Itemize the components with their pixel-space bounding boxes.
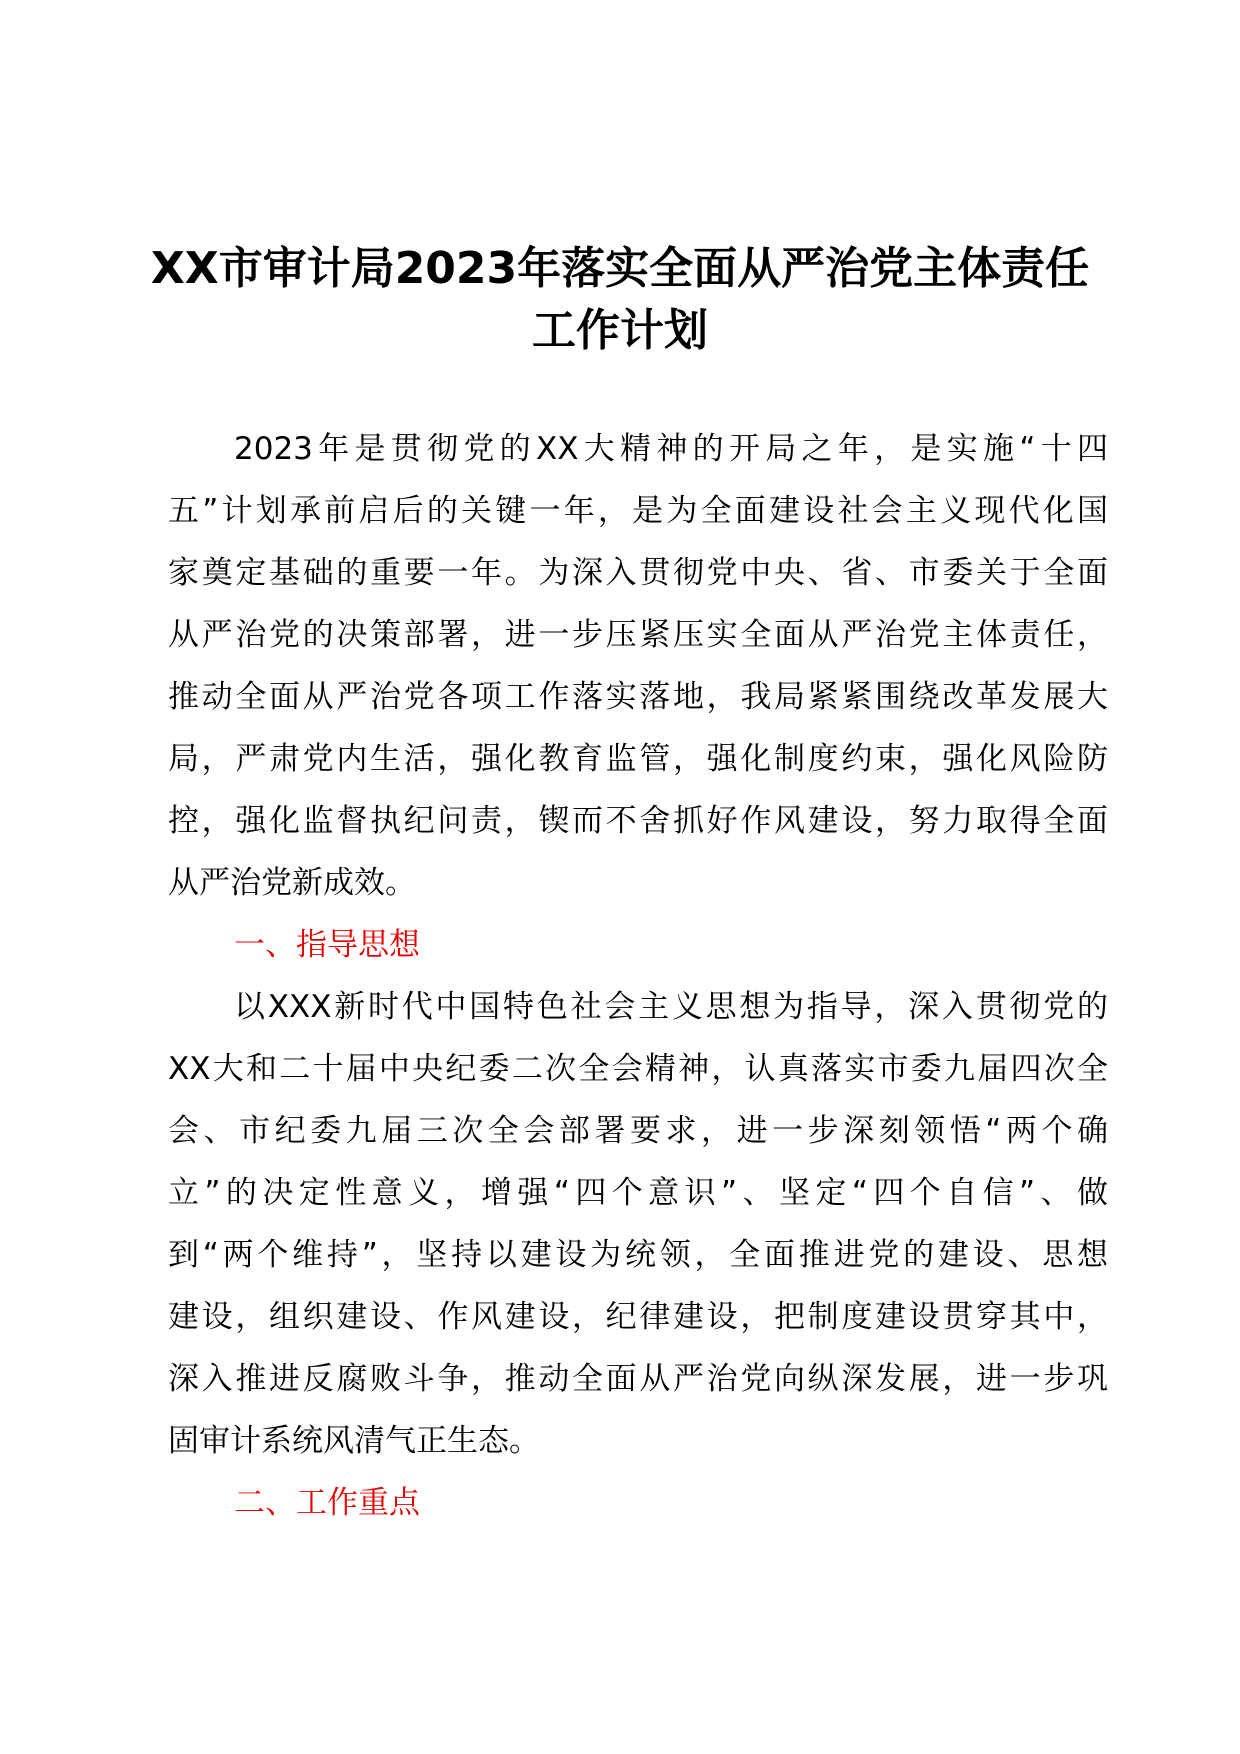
paragraph-line: 局，严肃党内生活，强化教育监管，强化制度约束，强化风险防 [168, 741, 1108, 777]
paragraph-line: 建设，组织建设、作风建设，纪律建设，把制度建设贯穿其中， [168, 1299, 1108, 1335]
paragraph-line: 家奠定基础的重要一年。为深入贯彻党中央、省、市委关于全面 [168, 555, 1108, 591]
paragraph-line: 会、市纪委九届三次全会部署要求，进一步深刻领悟“两个确 [168, 1113, 1108, 1149]
paragraph-line: 推动全面从严治党各项工作落实落地，我局紧紧围绕改革发展大 [168, 679, 1108, 715]
document-title [120, 238, 1120, 362]
paragraph-line: 以XXX新时代中国特色社会主义思想为指导，深入贯彻党的 [234, 989, 1108, 1025]
paragraph-line: 五”计划承前启后的关键一年，是为全面建设社会主义现代化国 [168, 493, 1108, 529]
paragraph-line: 从严治党的决策部署，进一步压紧压实全面从严治党主体责任， [168, 617, 1108, 653]
title-line-2: 工作计划 [532, 305, 708, 356]
intro-paragraph [168, 418, 1108, 914]
paragraph-line: 立”的决定性意义，增强“四个意识”、坚定“四个自信”、做 [168, 1175, 1108, 1211]
paragraph-line: 2023年是贯彻党的XX大精神的开局之年，是实施“十四 [234, 431, 1108, 467]
paragraph-line: XX大和二十届中央纪委二次全会精神，认真落实市委九届四次全 [168, 1051, 1108, 1087]
paragraph-line: 到“两个维持”，坚持以建设为统领，全面推进党的建设、思想 [168, 1237, 1108, 1273]
document-body [168, 418, 1108, 1534]
paragraph-line: 固审计系统风清气正生态。 [168, 1423, 540, 1459]
guiding-ideology-paragraph [168, 976, 1108, 1472]
paragraph-line: 从严治党新成效。 [168, 865, 416, 901]
title-line-1: XX市审计局2023年落实全面从严治党主体责任 [150, 243, 1090, 294]
paragraph-line: 深入推进反腐败斗争，推动全面从严治党向纵深发展，进一步巩 [168, 1361, 1108, 1397]
section-heading-guiding-ideology: 一、指导思想 [234, 927, 420, 963]
paragraph-line: 控，强化监督执纪问责，锲而不舍抓好作风建设，努力取得全面 [168, 803, 1108, 839]
section-heading-work-focus: 二、工作重点 [234, 1485, 420, 1521]
